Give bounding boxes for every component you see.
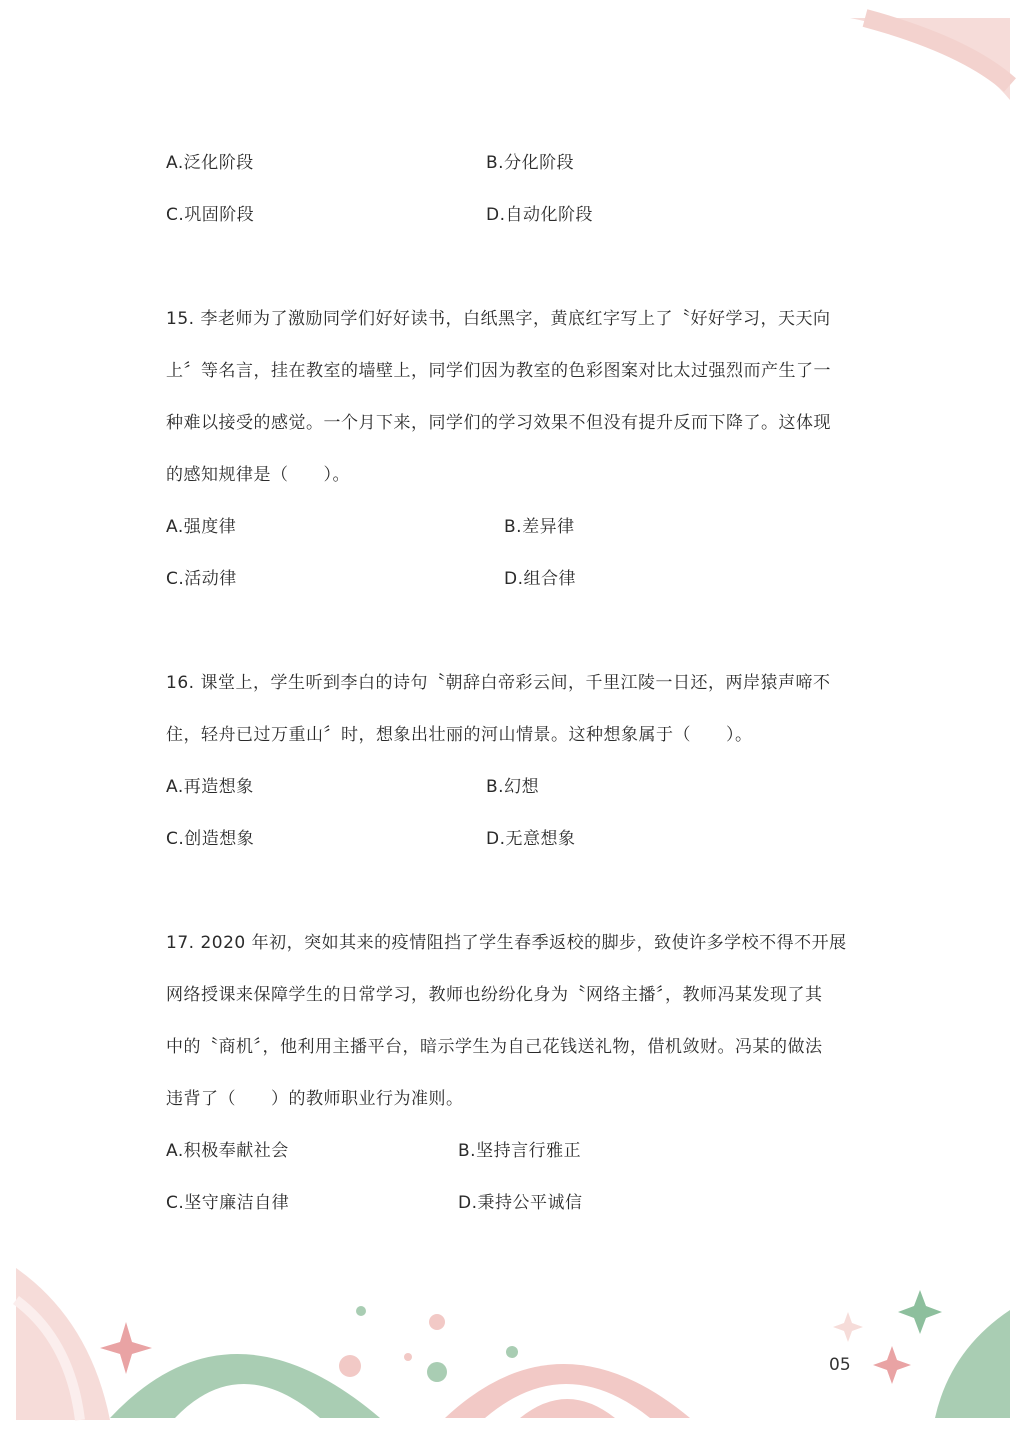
q15-option-c: C.活动律 (166, 569, 237, 589)
q15-option-a: A.强度律 (166, 517, 237, 537)
q15-text-line: 15. 李老师为了激励同学们好好读书，白纸黑字，黄底红字写上了〝好好学习，天天向 (166, 309, 831, 329)
q17-text-line: 中的〝商机〞，他利用主播平台，暗示学生为自己花钱送礼物，借机敛财。冯某的做法 (166, 1037, 823, 1057)
q14-option-a: A.泛化阶段 (166, 153, 254, 173)
q17-option-c: C.坚守廉洁自律 (166, 1193, 290, 1213)
q17-option-a: A.积极奉献社会 (166, 1141, 289, 1161)
right-green-arc-decoration (935, 1310, 1010, 1418)
q14-option-b: B.分化阶段 (486, 153, 575, 173)
q15-text-line: 的感知规律是（ ）。 (166, 465, 350, 485)
q17-text-line: 17. 2020 年初，突如其来的疫情阻挡了学生春季返校的脚步，致使许多学校不得不开展 (166, 933, 847, 953)
dot-decoration (429, 1314, 445, 1330)
q16-option-d: D.无意想象 (486, 829, 576, 849)
dot-decoration (339, 1355, 361, 1377)
green-sparkle-icon (898, 1290, 942, 1334)
dot-decoration (427, 1362, 447, 1382)
pink-sparkle-icon (100, 1322, 152, 1374)
top-right-arc-decoration (850, 18, 1010, 100)
q16-text-line: 住，轻舟已过万重山〞时，想象出壮丽的河山情景。这种想象属于（ ）。 (166, 725, 753, 745)
q17-option-d: D.秉持公平诚信 (458, 1193, 583, 1213)
q17-text-line: 网络授课来保障学生的日常学习，教师也纷纷化身为〝网络主播〞，教师冯某发现了其 (166, 985, 823, 1005)
q17-text-line: 违背了（ ）的教师职业行为准则。 (166, 1089, 464, 1109)
q16-option-c: C.创造想象 (166, 829, 255, 849)
dot-decoration (404, 1353, 412, 1361)
light-pink-sparkle-icon (833, 1312, 863, 1342)
q14-option-c: C.巩固阶段 (166, 205, 255, 225)
page-number: 05 (829, 1355, 851, 1375)
pink-arc-decoration (445, 1364, 690, 1418)
q15-option-d: D.组合律 (504, 569, 576, 589)
dot-decoration (506, 1346, 518, 1358)
pink-sparkle-small-icon (873, 1346, 911, 1384)
q15-text-line: 种难以接受的感觉。一个月下来，同学们的学习效果不但没有提升反而下降了。这体现 (166, 413, 831, 433)
q17-option-b: B.坚持言行雅正 (458, 1141, 582, 1161)
bottom-left-arc-decoration (16, 1268, 110, 1420)
q15-text-line: 上〞等名言，挂在教室的墙壁上，同学们因为教室的色彩图案对比太过强烈而产生了一 (166, 361, 831, 381)
green-arc-decoration (110, 1354, 380, 1418)
q16-text-line: 16. 课堂上，学生听到李白的诗句〝朝辞白帝彩云间，千里江陵一日还，两岸猿声啼不 (166, 673, 831, 693)
q16-option-a: A.再造想象 (166, 777, 254, 797)
q15-option-b: B.差异律 (504, 517, 575, 537)
q14-option-d: D.自动化阶段 (486, 205, 593, 225)
dot-decoration (356, 1306, 366, 1316)
q16-option-b: B.幻想 (486, 777, 540, 797)
